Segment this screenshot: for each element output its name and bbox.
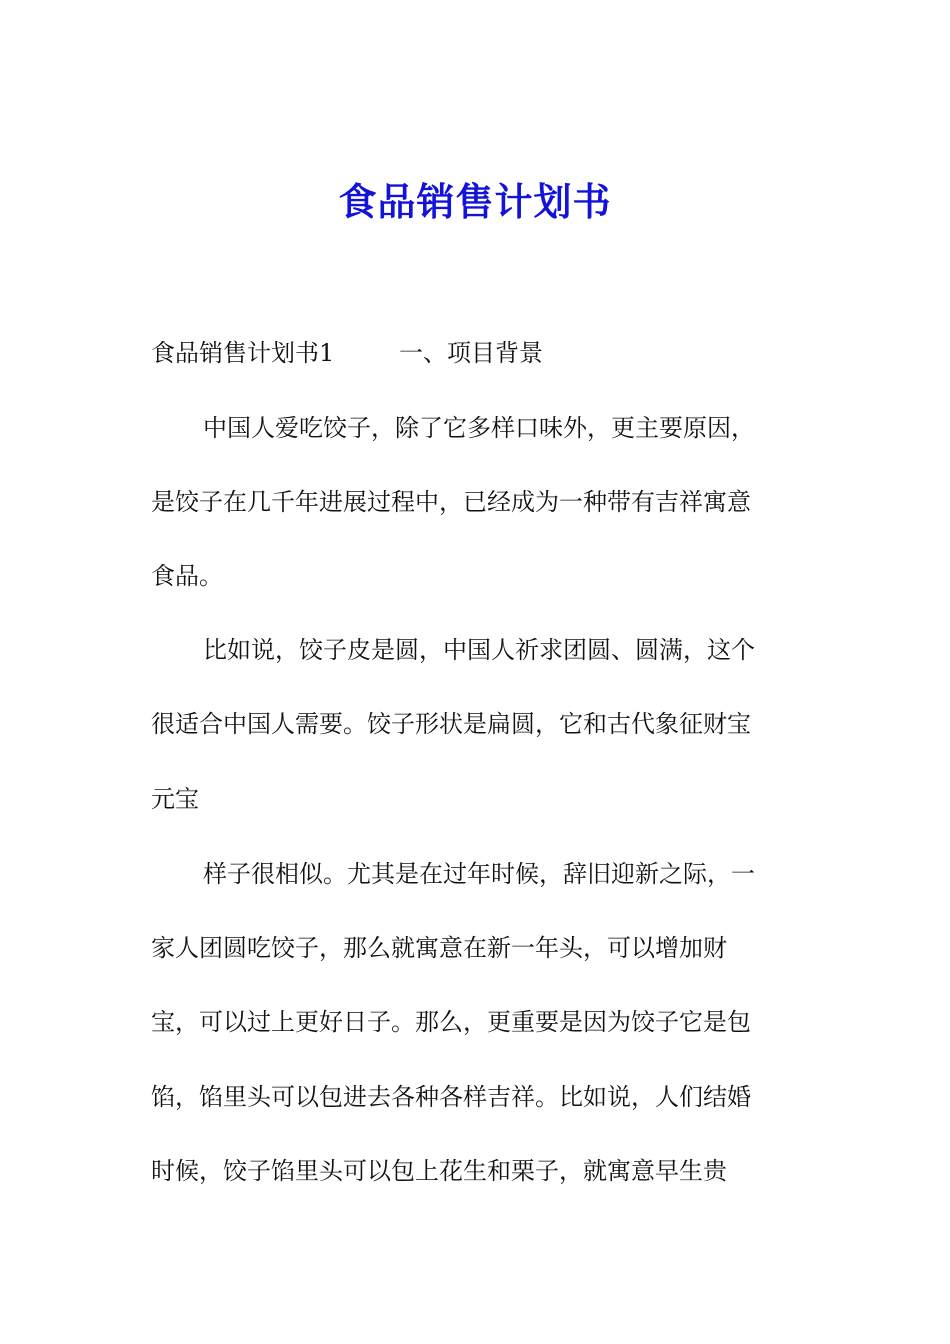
document-title: 食品销售计划书 [338, 179, 612, 224]
paragraph-line: 很适合中国人需要。饺子形状是扁圆，它和古代象征财宝 [151, 710, 751, 738]
paragraph-line: 元宝 [151, 785, 199, 813]
paragraph-line: 时候，饺子馅里头可以包上花生和栗子，就寓意早生贵 [151, 1157, 727, 1185]
paragraph-line: 样子很相似。尤其是在过年时候，辞旧迎新之际，一 [203, 860, 755, 888]
paragraph-line: 中国人爱吃饺子，除了它多样口味外，更主要原因， [203, 414, 755, 442]
paragraph-line: 是饺子在几千年进展过程中，已经成为一种带有吉祥寓意 [151, 488, 751, 516]
plan-heading: 食品销售计划书1 [151, 339, 335, 367]
paragraph-line: 馅，馅里头可以包进去各种各样吉祥。比如说，人们结婚 [151, 1083, 751, 1111]
paragraph-line: 食品。 [151, 562, 223, 590]
paragraph-line: 宝，可以过上更好日子。那么，更重要是因为饺子它是包 [151, 1008, 751, 1036]
section-heading: 一、项目背景 [399, 339, 543, 367]
paragraph-line: 比如说，饺子皮是圆，中国人祈求团圆、圆满，这个 [203, 636, 755, 664]
paragraph-line: 家人团圆吃饺子，那么就寓意在新一年头，可以增加财 [151, 934, 727, 962]
heading-line [151, 336, 543, 370]
